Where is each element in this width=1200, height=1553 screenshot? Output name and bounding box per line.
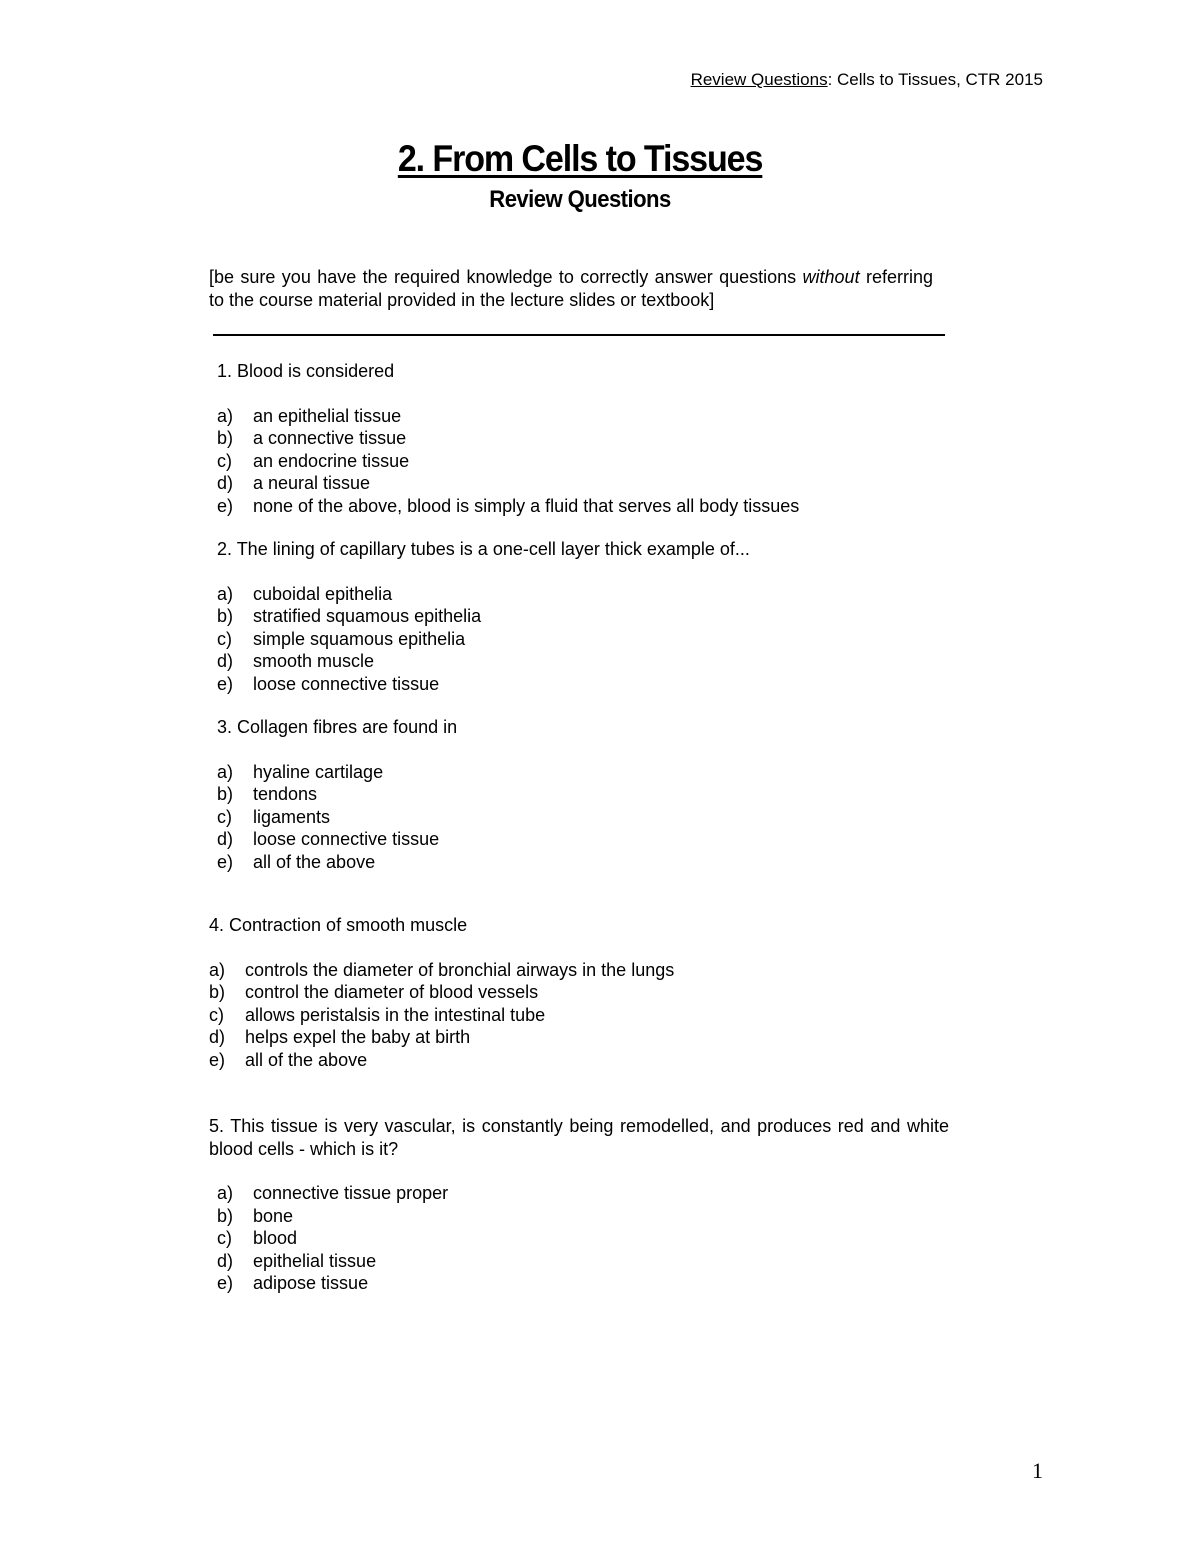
answer-options bbox=[217, 405, 799, 518]
option-letter: e) bbox=[217, 1273, 234, 1293]
answer-options bbox=[209, 1182, 949, 1295]
answer-option bbox=[217, 472, 799, 495]
answer-option bbox=[217, 650, 750, 673]
instructions-text-1: [be sure you have the required knowledge to correctly answer questions bbox=[209, 267, 803, 287]
option-letter: a) bbox=[209, 959, 226, 980]
option-text: all of the above bbox=[253, 851, 376, 872]
option-text: bone bbox=[253, 1205, 294, 1226]
answer-options bbox=[217, 583, 750, 696]
option-text: cuboidal epithelia bbox=[253, 583, 393, 604]
answer-options bbox=[217, 761, 457, 874]
option-letter: b) bbox=[217, 428, 234, 448]
option-letter: b) bbox=[209, 982, 226, 1002]
option-text: loose connective tissue bbox=[253, 829, 440, 849]
answer-option bbox=[217, 1250, 949, 1273]
running-header-text: : Cells to Tissues, CTR 2015 bbox=[827, 70, 1043, 89]
option-text: adipose tissue bbox=[253, 1273, 369, 1293]
option-letter: b) bbox=[217, 1205, 234, 1226]
option-letter: c) bbox=[217, 450, 232, 471]
answer-option bbox=[217, 427, 799, 450]
question-stem: 5. This tissue is very vascular, is constantly being remodelled, and produces red and white blood cells - which is it? bbox=[209, 1116, 949, 1159]
option-letter: a) bbox=[217, 761, 234, 782]
option-text: an epithelial tissue bbox=[253, 405, 402, 426]
answer-option bbox=[217, 628, 750, 651]
question-3 bbox=[217, 716, 457, 873]
option-letter: a) bbox=[217, 583, 234, 604]
answer-option bbox=[217, 1227, 949, 1250]
question-4 bbox=[209, 914, 674, 1071]
option-letter: c) bbox=[209, 1004, 224, 1025]
answer-option bbox=[217, 1182, 949, 1205]
answer-option bbox=[217, 1205, 949, 1228]
answer-option bbox=[217, 673, 750, 696]
page-number: 1 bbox=[1032, 1458, 1043, 1483]
option-letter: a) bbox=[217, 405, 234, 426]
option-letter: c) bbox=[217, 628, 232, 649]
option-text: controls the diameter of bronchial airways in the lungs bbox=[245, 959, 675, 980]
option-text: a neural tissue bbox=[253, 473, 371, 493]
answer-option bbox=[217, 806, 457, 829]
option-text: smooth muscle bbox=[253, 651, 375, 671]
option-letter: c) bbox=[217, 806, 232, 827]
question-stem: 2. The lining of capillary tubes is a one-cell layer thick example of... bbox=[217, 539, 750, 559]
option-text: all of the above bbox=[245, 1049, 368, 1070]
option-letter: d) bbox=[217, 651, 234, 671]
question-1 bbox=[217, 360, 799, 517]
option-letter: d) bbox=[217, 829, 234, 849]
option-text: hyaline cartilage bbox=[253, 761, 384, 782]
option-letter: e) bbox=[217, 495, 234, 516]
answer-option bbox=[209, 981, 674, 1004]
answer-option bbox=[217, 761, 457, 784]
answer-option bbox=[217, 495, 799, 518]
option-letter: a) bbox=[217, 1183, 234, 1203]
option-text: none of the above, blood is simply a fluid that serves all body tissues bbox=[253, 495, 800, 516]
running-header-label: Review Questions bbox=[690, 70, 828, 89]
answer-option bbox=[217, 605, 750, 628]
option-text: allows peristalsis in the intestinal tube bbox=[245, 1004, 546, 1025]
instructions-text-2: referring to the course material provided in the lecture slides or textbook] bbox=[209, 267, 933, 310]
title-block bbox=[0, 138, 1160, 214]
option-letter: c) bbox=[217, 1228, 232, 1248]
answer-option bbox=[217, 783, 457, 806]
horizontal-rule bbox=[213, 334, 945, 336]
instructions-emphasis: without bbox=[802, 267, 860, 287]
option-letter: d) bbox=[217, 473, 234, 493]
instructions-paragraph bbox=[209, 266, 933, 312]
question-2 bbox=[217, 538, 750, 695]
option-letter: d) bbox=[217, 1250, 234, 1271]
answer-option bbox=[217, 1272, 949, 1295]
option-letter: e) bbox=[209, 1049, 226, 1070]
option-text: loose connective tissue bbox=[253, 673, 440, 694]
option-text: stratified squamous epithelia bbox=[253, 606, 482, 626]
option-text: blood bbox=[253, 1228, 298, 1248]
option-letter: d) bbox=[209, 1027, 226, 1047]
option-text: an endocrine tissue bbox=[253, 450, 410, 471]
option-letter: b) bbox=[217, 606, 234, 626]
option-text: simple squamous epithelia bbox=[253, 628, 466, 649]
option-text: control the diameter of blood vessels bbox=[245, 982, 539, 1002]
answer-option bbox=[209, 959, 674, 982]
answer-option bbox=[209, 1026, 674, 1049]
answer-option bbox=[209, 1049, 674, 1072]
option-text: helps expel the baby at birth bbox=[245, 1027, 471, 1047]
question-stem: 1. Blood is considered bbox=[217, 361, 395, 381]
option-text: a connective tissue bbox=[253, 428, 407, 448]
answer-option bbox=[209, 1004, 674, 1027]
answer-option bbox=[217, 450, 799, 473]
question-5 bbox=[209, 1115, 949, 1295]
answer-options bbox=[209, 959, 674, 1072]
question-stem: 4. Contraction of smooth muscle bbox=[209, 915, 468, 935]
answer-option bbox=[217, 851, 457, 874]
option-text: epithelial tissue bbox=[253, 1250, 377, 1271]
option-letter: e) bbox=[217, 851, 234, 872]
option-text: tendons bbox=[253, 784, 318, 804]
option-text: connective tissue proper bbox=[253, 1183, 449, 1203]
answer-option bbox=[217, 583, 750, 606]
answer-option bbox=[217, 828, 457, 851]
option-text: ligaments bbox=[253, 806, 331, 827]
answer-option bbox=[217, 405, 799, 428]
running-header bbox=[691, 70, 1043, 90]
document-subtitle: Review Questions bbox=[489, 186, 671, 213]
option-letter: e) bbox=[217, 673, 234, 694]
question-stem: 3. Collagen fibres are found in bbox=[217, 717, 458, 737]
document-title: 2. From Cells to Tissues bbox=[397, 138, 763, 179]
option-letter: b) bbox=[217, 784, 234, 804]
